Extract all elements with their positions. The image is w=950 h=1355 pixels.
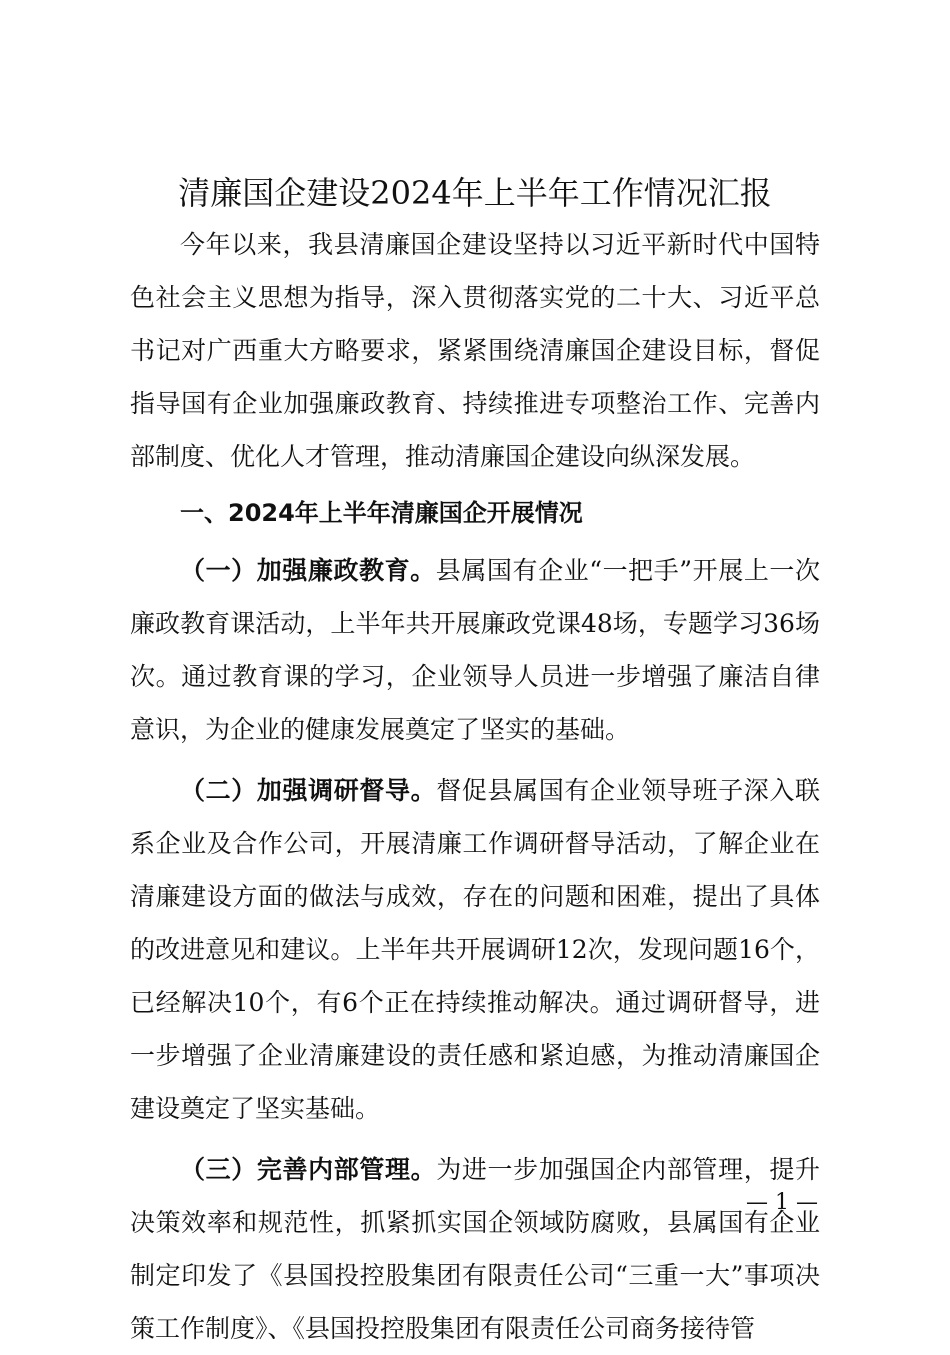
paragraph-research [130,764,820,1135]
document-page [130,168,820,1355]
document-title: 清廉国企建设2024年上半年工作情况汇报 [178,174,772,212]
paragraph-text: 督促县属国有企业领导班子深入联系企业及合作公司，开展清廉工作调研督导活动，了解企业在清廉建设方面的做法与成效，存在的问题和困难，提出了具体的改进意见和建议。上半年共开展调研12次，发现问题16个，已经解决10个，有6个正在持续推动解决。通过调研督导，进一步增强了企业清廉建设的责任感和紧迫感，为推动清廉国企建设奠定了坚实基础。 [130,776,820,1123]
paragraph-text: 县属国有企业“一把手”开展上一次廉政教育课活动，上半年共开展廉政党课48场，专题学习36场次。通过教育课的学习，企业领导人员进一步增强了廉洁自律意识，为企业的健康发展奠定了坚实的基础。 [130,556,820,744]
page-number: — 1 — [746,1190,818,1215]
section-heading: 一、2024年上半年清廉国企开展情况 [180,499,583,527]
paragraph-text: 为进一步加强国企内部管理，提升决策效率和规范性，抓紧抓实国企领域防腐败，县属国有企业制定印发了《县国投控股集团有限责任公司“三重一大”事项决策工作制度》、《县国投控股集团有限责任公司商务接待管 [130,1155,820,1343]
paragraph-heading: （三）完善内部管理。 [180,1155,437,1184]
paragraph-management [130,1143,820,1355]
intro-paragraph: 今年以来，我县清廉国企建设坚持以习近平新时代中国特色社会主义思想为指导，深入贯彻落实党的二十大、习近平总书记对广西重大方略要求，紧紧围绕清廉国企建设目标，督促指导国有企业加强廉政教育、持续推进专项整治工作、完善内部制度、优化人才管理，推动清廉国企建设向纵深发展。 [130,230,820,471]
paragraph-heading: （二）加强调研督导。 [180,776,437,805]
paragraph-education [130,544,820,756]
paragraph-heading: （一）加强廉政教育。 [180,556,436,585]
